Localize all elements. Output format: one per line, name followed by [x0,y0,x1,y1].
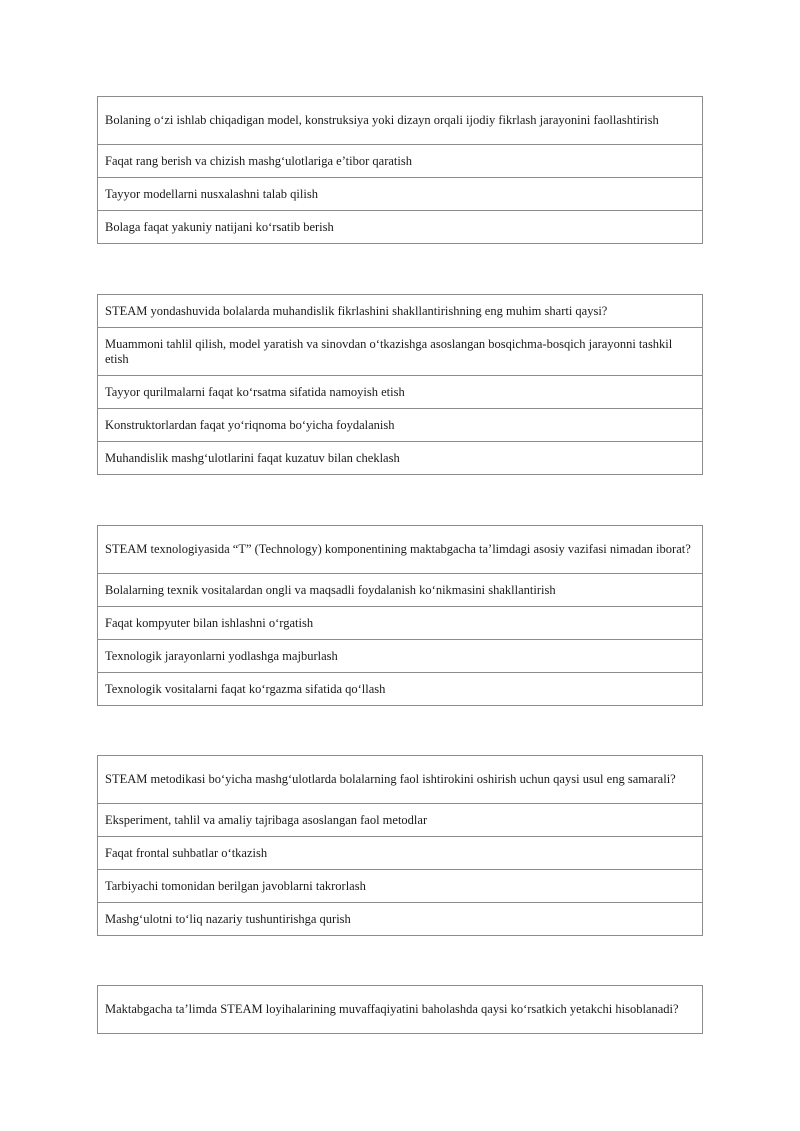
answer-option: Bolalarning texnik vositalardan ongli va maqsadli foydalanish ko‘nikmasini shakllantirish [98,574,703,607]
question-block-2 [97,294,703,475]
question-block-5 [97,985,703,1034]
answer-option: Texnologik vositalarni faqat ko‘rgazma sifatida qo‘llash [98,673,703,706]
question-block-1 [97,96,703,244]
question-block-4 [97,755,703,936]
answer-option: Faqat frontal suhbatlar o‘tkazish [98,837,703,870]
question-text: STEAM metodikasi bo‘yicha mashg‘ulotlarda bolalarning faol ishtirokini oshirish uchun qaysi usul eng samarali? [98,756,703,804]
answer-option: Muammoni tahlil qilish, model yaratish va sinovdan o‘tkazishga asoslangan bosqichma-bosqich jarayonni tashkil etish [98,328,703,376]
answer-option: Eksperiment, tahlil va amaliy tajribaga asoslangan faol metodlar [98,804,703,837]
question-text: Maktabgacha ta’limda STEAM loyihalarining muvaffaqiyatini baholashda qaysi ko‘rsatkich yetakchi hisoblanadi? [98,986,703,1034]
question-block-3 [97,525,703,706]
question-text: STEAM texnologiyasida “T” (Technology) komponentining maktabgacha ta’limdagi asosiy vazifasi nimadan iborat? [98,526,703,574]
answer-option: Faqat rang berish va chizish mashg‘ulotlariga e’tibor qaratish [98,145,703,178]
answer-option: Bolaga faqat yakuniy natijani ko‘rsatib berish [98,211,703,244]
answer-option: Bolaning o‘zi ishlab chiqadigan model, konstruksiya yoki dizayn orqali ijodiy fikrlash jarayonini faollashtirish [98,97,703,145]
answer-option: Mashg‘ulotni to‘liq nazariy tushuntirishga qurish [98,903,703,936]
answer-option: Tayyor modellarni nusxalashni talab qilish [98,178,703,211]
answer-option: Tayyor qurilmalarni faqat ko‘rsatma sifatida namoyish etish [98,376,703,409]
question-text: STEAM yondashuvida bolalarda muhandislik fikrlashini shakllantirishning eng muhim sharti qaysi? [98,295,703,328]
answer-option: Texnologik jarayonlarni yodlashga majburlash [98,640,703,673]
answer-option: Faqat kompyuter bilan ishlashni o‘rgatish [98,607,703,640]
answer-option: Muhandislik mashg‘ulotlarini faqat kuzatuv bilan cheklash [98,442,703,475]
answer-option: Tarbiyachi tomonidan berilgan javoblarni takrorlash [98,870,703,903]
answer-option: Konstruktorlardan faqat yo‘riqnoma bo‘yicha foydalanish [98,409,703,442]
